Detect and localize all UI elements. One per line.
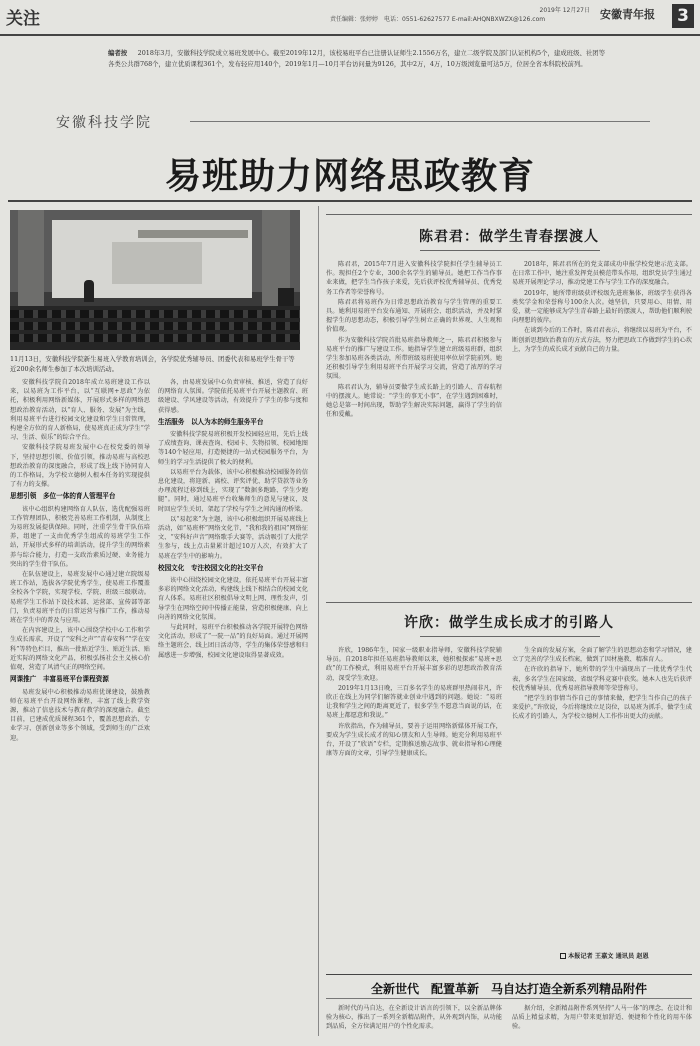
paragraph: 据介绍，全新精品附件系列坚持“人马一体”的理念，在设计和品质上精益求精，为用户带来更加舒适、便捷和个性化的用车体验。 xyxy=(512,1005,692,1031)
subheading: 思想引领 多位一体的育人管理平台 xyxy=(10,492,116,501)
paragraph: 生全面的发展方案，全面了解学生的思想动态和学习情况，建立了完善的学生成长档案，做到了因材施教、精准育人。 xyxy=(512,647,692,664)
byline xyxy=(560,952,690,961)
bottom-headline: 全新世代 配置革新 马自达打造全新系列精品附件 xyxy=(370,982,647,996)
column-divider xyxy=(318,206,319,1036)
profile-xu-right xyxy=(512,646,692,950)
audience xyxy=(10,306,300,350)
profile-chen-right xyxy=(512,260,692,590)
divider xyxy=(420,250,600,251)
speaker-figure xyxy=(84,280,94,302)
paragraph: 易班发展中心积极推动易班优课建设，鼓励教师在易班平台开设网络课程，丰富了线上教学资源，推动了信息技术与教育教学的深度融合。截至目前，已建成优质课程361个，覆盖思想政治、专业学习、创新创业等多个领域，受到师生的广泛欢迎。 xyxy=(10,688,150,742)
screen-title xyxy=(138,230,248,238)
edit-info xyxy=(330,6,590,24)
paragraph: 2018年，陈君君所在的党支部成功申报学校党建示范支部。在日常工作中，她注重发挥党员模范带头作用，组织党员学生通过易班开展理论学习，推动党建工作与学生工作的深度融合。 xyxy=(512,261,692,287)
divider xyxy=(190,121,650,122)
paragraph: 许欣，1986年生，国家一级职业指导师，安徽科技学院辅导员。自2018年担任易班指导教师以来，她积极探索“易班+思政”的工作模式，利用易班平台开展丰富多彩的思想政治教育活动，深受学生欢迎。 xyxy=(326,647,502,682)
section-label: 关注 xyxy=(6,9,40,29)
paragraph: “把学生的事情当作自己的事情来做，把学生当作自己的孩子来爱护。”许欣说，今后将继续立足岗位，以易班为抓手，做学生成长成才的引路人，为学校立德树人工作作出更大的贡献。 xyxy=(512,695,692,721)
profile-title-chen: 陈君君：做学生青春摆渡人 xyxy=(419,229,599,245)
editor-note-text: 2018年3月，安徽科技学院成立易班发展中心。截至2019年12月，该校易班平台已注册认证师生2.1556万名，建立二级学院及部门认证机构5个，建成班级、社团等各类公共群768个，建立优质课程361个，发布轻应用140个，2019年1月—10月平台访问量为9126，其中2万，4万，10万级浏览量可达5万，位居全省本科院校前列。 xyxy=(108,49,606,68)
subheading: 校园文化 专注校园文化的社交平台 xyxy=(158,563,264,572)
byline-text: 本报记者 王嘉文 通讯员 赵恩 xyxy=(568,953,649,960)
divider xyxy=(8,200,692,202)
profile-xu-left xyxy=(326,646,502,952)
paragraph: 安徽科技学院易班积极开发校园轻应用，先后上线了成绩查询、课表查询、校园卡、失物招领、校园地图等140个轻应用，打造便捷的一站式校园服务平台，为师生的学习生活提供了极大的便利。 xyxy=(158,431,308,466)
paper-name: 安徽青年报 xyxy=(600,8,655,21)
paragraph: 许欣指出，作为辅导员，要善于运用网络新媒体开展工作，要成为学生成长成才的知心朋友和人生导师。她充分利用易班平台，开设了“欣语”专栏，定期推送励志故事、就业指导和心理健康等方面的文章，引导学生健康成长。 xyxy=(326,722,502,758)
paragraph: 作为安徽科技学院首批易班指导教师之一，陈君君积极参与易班平台的推广与建设工作。她指导学生建立班级易班群，组织学生参加易班各类活动，所带班级易班使用率位居学院前列。她还积极引导学生利用易班平台开展学习交流，营造了浓厚的学习氛围。 xyxy=(326,336,502,381)
news-photo xyxy=(10,210,300,350)
editor-contact: 责任编辑：张婷婷 电话：0551-62627577 E-mail:AHQNBXWZX@126.com xyxy=(330,16,546,23)
bottom-article-left xyxy=(326,1004,502,1044)
divider xyxy=(326,974,692,975)
paragraph: 安徽科技学院易班发展中心在校党委的领导下，坚持思想引领、价值引领，推动易班与高校思想政治教育的深度融合，形成了线上线下协同育人的工作格局，为学校立德树人根本任务的实现提供了有力的支撑。 xyxy=(10,444,150,489)
article-column-left xyxy=(10,378,150,1038)
masthead xyxy=(0,0,700,36)
page-headline: 易班助力网络思政教育 xyxy=(164,155,535,197)
paragraph: 陈君君将易班作为日常思想政治教育与学生管理的重要工具。她利用易班平台发布通知、开展班会、组织活动，并及时掌握学生的思想动态，积极引导学生树立正确的世界观、人生观和价值观。 xyxy=(326,298,502,334)
paragraph: 在许欣的指导下，她所带的学生中涌现出了一批优秀学生代表，多名学生在国家级、省级学科竞赛中获奖。她本人也先后获评校优秀辅导员、优秀易班指导教师等荣誉称号。 xyxy=(512,666,692,692)
divider xyxy=(326,602,692,603)
divider xyxy=(420,636,600,637)
article-column-middle xyxy=(158,378,308,1038)
paragraph: 与此同时，易班平台积极推动各学院开展特色网络文化活动，形成了“一院一品”的良好局面。通过开展网络主题班会、线上团日活动等，学生的集体荣誉感和归属感进一步增强，校园文化建设取得显著成效。 xyxy=(158,624,308,659)
paragraph: 安徽科技学院自2018年成立易班建设工作以来，以易班为工作平台，以“互联网+思政”为依托，积极利用网络新媒体，开展形式多样的网络思想政治教育活动，以“育人、服务、发展”为主线，利用易班平台进行校园文化建设和学生日常管理，构建全方位的育人新格局，使易班真正成为学生“学习、生活、娱乐”的综合平台。 xyxy=(10,379,150,442)
paragraph: 在谈到今后的工作时，陈君君表示，将继续以易班为平台，不断创新思想政治教育的方式方法，努力把思政工作做到学生的心坎上，为学生的成长成才贡献自己的力量。 xyxy=(512,327,692,353)
divider xyxy=(326,998,692,999)
paragraph: 该中心围绕校园文化建设，依托易班平台开展丰富多彩的网络文化活动，构建线上线下相结合的校园文化育人体系。易班社区积极倡导文明上网、理性发声，引导学生在网络空间中传播正能量，营造积极健康、向上向善的网络文化氛围。 xyxy=(158,577,308,621)
paragraph: 2019年1月13日晚，三百多名学生的易班群里热闹非凡，许欣正在线上为同学们解答就业创业中遇到的问题。她说：“易班让我和学生之间的距离更近了，很多学生不愿意当面说的话，在易班上都愿意和我说。” xyxy=(326,684,502,720)
paragraph: 各，由易班发展中心负责审核、推送，营造了良好的网络育人氛围。学院依托易班平台开展主题教育、班级建设、学风建设等活动，有效提升了学生的参与度和获得感。 xyxy=(158,379,308,414)
divider xyxy=(326,214,692,215)
paragraph: 以易班平台为载体，该中心积极推动校园服务的信息化建设，将迎新、离校、评奖评优、助学贷款等业务办理流程迁移到线上，实现了“数据多跑路、学生少跑腿”。同时，通过易班平台收集师生的意见与建议，及时回应学生关切，架起了学校与学生之间沟通的桥梁。 xyxy=(158,468,308,513)
school-name: 安徽科技学院 xyxy=(56,115,152,131)
bottom-article-right xyxy=(512,1004,692,1044)
profile-chen-left xyxy=(326,260,502,590)
subheading: 网课推广 丰富易班平台课程资源 xyxy=(10,675,109,684)
paragraph: 陈君君认为，辅导员要做学生成长路上的引路人、青春航程中的摆渡人。她常说：“学生的事无小事”，在学生遇到困难时，她总是第一时间出现，帮助学生解决实际问题，赢得了学生的信任和爱戴。 xyxy=(326,383,502,419)
paragraph: 2019年，她所带班级获评校级先进班集体，班级学生获得各类奖学金和荣誉称号100余人次。她坚信，只要用心、用情、用爱，就一定能够成为学生青春路上最好的摆渡人，帮助他们顺利驶向理想的彼岸。 xyxy=(512,289,692,325)
projection-screen xyxy=(52,220,252,298)
editor-note-label: 编者按 xyxy=(108,49,128,57)
paragraph: 陈君君，2015年7月进入安徽科技学院担任学生辅导员工作。现担任2个专业，300余名学生的辅导员。她把工作当作事业来做，把学生当作孩子来爱，先后获评校优秀辅导员、优秀党务工作者等荣誉称号。 xyxy=(326,261,502,296)
paragraph: 以“易起来”为主题，该中心积极组织开展易班线上活动，如“易班杯”网络文化节、“我和我的祖国”网络征文、“安科好声音”网络歌手大赛等，活动吸引了大批学生参与，线上点击量累计超过10万人次，有效扩大了易班在学生中的影响力。 xyxy=(158,515,308,560)
subheading: 生活服务 以人为本的师生服务平台 xyxy=(158,417,264,426)
page-number: 3 xyxy=(672,4,694,28)
paragraph: 新时代的马自达，在全新设计语言的引领下，以全新品牌体验为核心，推出了一系列全新精品附件，从外观到内饰，从功能到品质，全方位满足用户的个性化需求。 xyxy=(326,1005,502,1031)
photo-caption: 11月13日，安徽科技学院新生易班入学教育培训会，各学院优秀辅导员、团委代表和易班学生骨干等近200余名师生参加了本次培训活动。 xyxy=(10,355,295,373)
paragraph: 在队伍建设上，易班发展中心通过建立院级易班工作站，选拔各学院优秀学生，使易班工作覆盖全校各个学院，实现学校、学院、班级三级联动。易班学生工作站下设技术部、运营部、宣传部等部门，负责易班平台的日常运营与推广工作，推动易班在学生中的普及与应用。 xyxy=(10,571,150,625)
profile-title-xu: 许欣：做学生成长成才的引路人 xyxy=(404,615,614,631)
issue-date: 2019年 12月27日 xyxy=(539,7,590,14)
paragraph: 该中心组织构建网络育人队伍，选优配强易班工作管理团队，积极完善易班工作机制，从制度上为易班发展提供保障。同时，注重学生骨干队伍培养，组建了一支由优秀学生组成的易班学生工作站，开展形式多样的培训活动，提升学生的网络素养与综合能力，打造一支政治素质过硬、业务能力突出的学生骨干队伍。 xyxy=(10,505,150,568)
square-icon xyxy=(560,953,566,959)
paragraph: 在内容建设上，该中心围绕学校中心工作和学生成长需求，开设了“安科之声”“青春安科”“学在安科”等特色栏目，推出一批贴近学生、贴近生活、贴近实际的网络文化产品，积极弘扬社会主义核心价值观，营造了风清气正的网络空间。 xyxy=(10,627,150,672)
editor-note xyxy=(108,48,608,70)
